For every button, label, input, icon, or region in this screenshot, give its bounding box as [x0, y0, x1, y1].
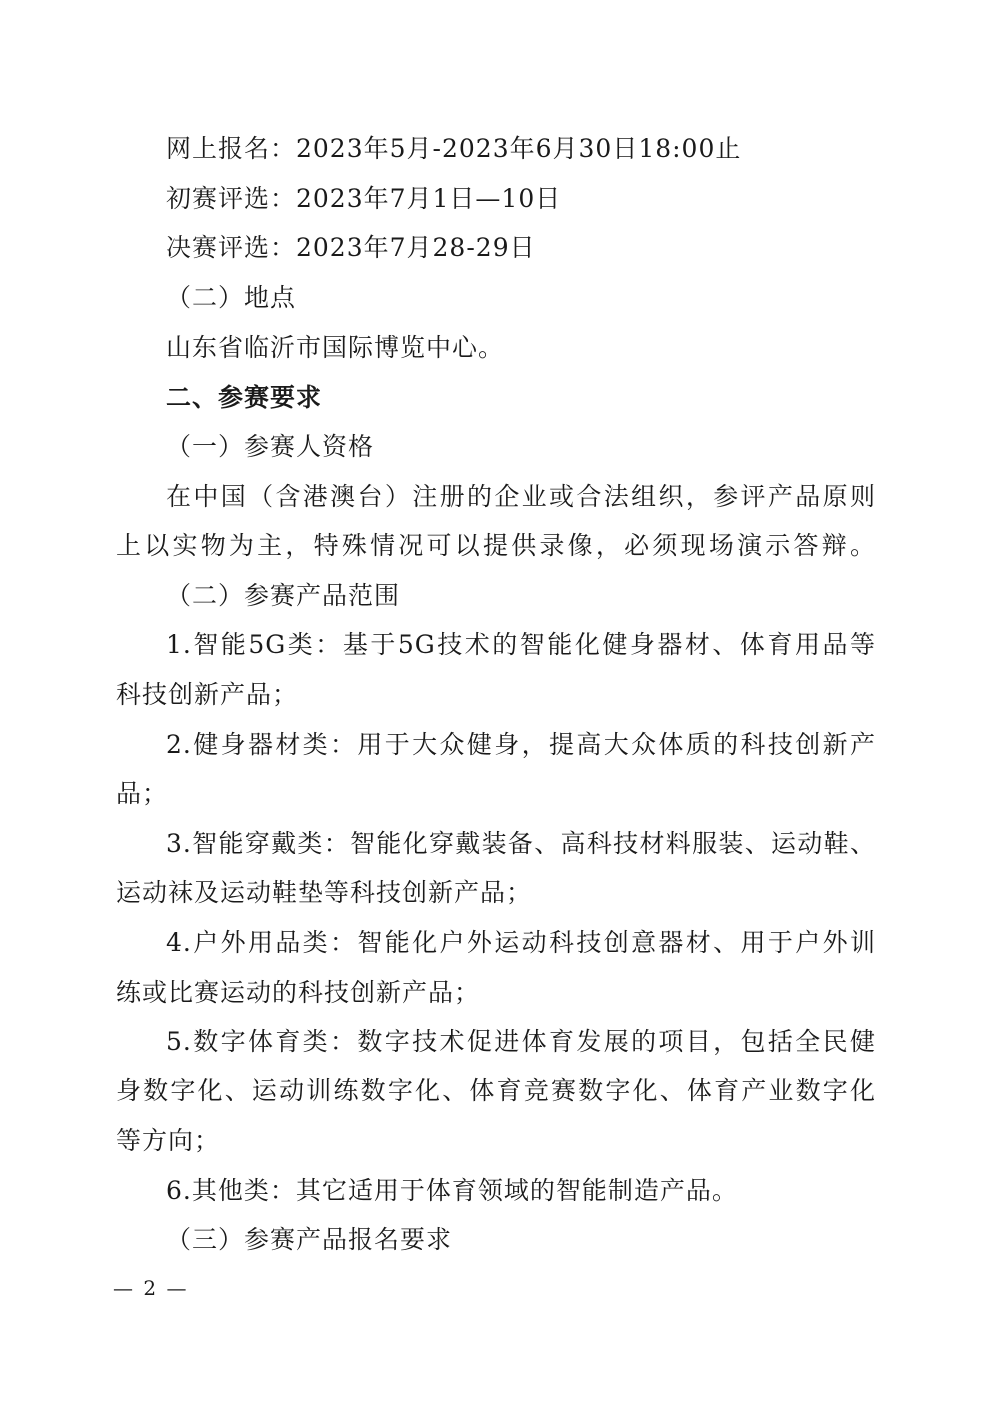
scope-item-5-line-1: 5.数字体育类：数字技术促进体育发展的项目，包括全民健	[166, 1027, 876, 1056]
subheading-registration-requirements: （三）参赛产品报名要求	[166, 1225, 453, 1254]
schedule-final-selection: 决赛评选：2023年7月28-29日	[166, 233, 536, 262]
subheading-eligibility: （一）参赛人资格	[166, 432, 375, 461]
subheading-product-scope: （二）参赛产品范围	[166, 581, 401, 610]
scope-item-4-line-1: 4.户外用品类：智能化户外运动科技创意器材、用于户外训	[166, 928, 876, 957]
schedule-online-registration: 网上报名：2023年5月-2023年6月30日18:00止	[166, 134, 742, 163]
page-number: — 2 —	[113, 1276, 189, 1300]
location-text: 山东省临沂市国际博览中心。	[166, 333, 505, 362]
scope-item-3-line-1: 3.智能穿戴类：智能化穿戴装备、高科技材料服装、运动鞋、	[166, 829, 876, 858]
scope-item-1-line-2: 科技创新产品；	[116, 680, 299, 709]
eligibility-text-line-1: 在中国（含港澳台）注册的企业或合法组织，参评产品原则	[166, 482, 876, 511]
scope-item-1-line-1: 1.智能5G类：基于5G技术的智能化健身器材、体育用品等	[166, 630, 876, 659]
section-heading-requirements: 二、参赛要求	[166, 383, 323, 412]
scope-item-5-line-2: 身数字化、运动训练数字化、体育竞赛数字化、体育产业数字化	[116, 1076, 876, 1105]
eligibility-text-line-2: 上以实物为主，特殊情况可以提供录像，必须现场演示答辩。	[116, 531, 876, 560]
scope-item-2-line-1: 2.健身器材类：用于大众健身，提高大众体质的科技创新产	[166, 730, 876, 759]
scope-item-3-line-2: 运动袜及运动鞋垫等科技创新产品；	[116, 878, 533, 907]
scope-item-5-line-3: 等方向；	[116, 1126, 221, 1155]
schedule-preliminary-selection: 初赛评选：2023年7月1日—10日	[166, 184, 562, 213]
subheading-location: （二）地点	[166, 283, 297, 312]
scope-item-2-line-2: 品；	[116, 779, 169, 808]
scope-item-4-line-2: 练或比赛运动的科技创新产品；	[116, 978, 481, 1007]
scope-item-6: 6.其他类：其它适用于体育领域的智能制造产品。	[166, 1176, 738, 1205]
